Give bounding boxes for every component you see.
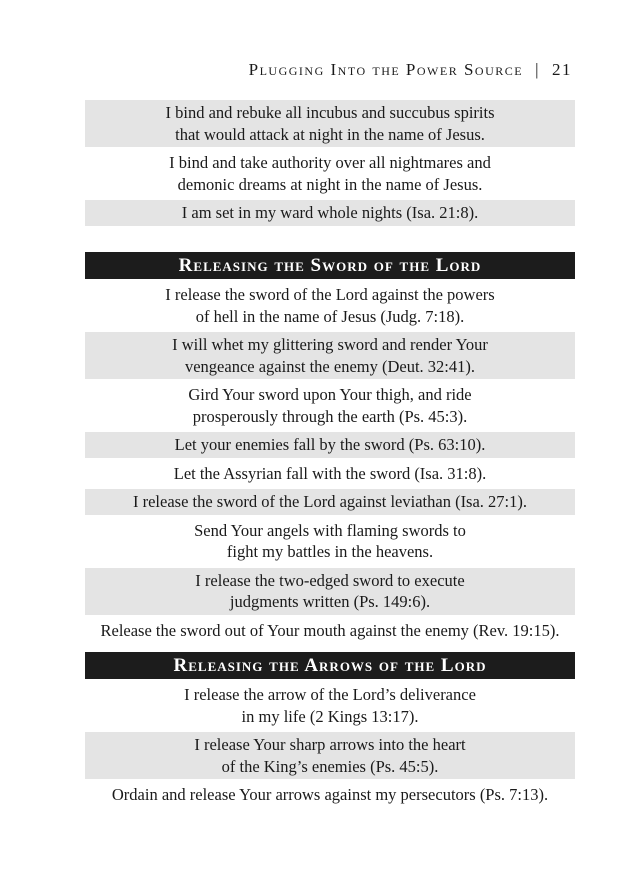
prayer-line: I am set in my ward whole nights (Isa. 21:8). bbox=[85, 200, 575, 226]
header-title: Plugging Into the Power Source bbox=[248, 60, 524, 79]
prayer-line: Let the Assyrian fall with the sword (Isa. 31:8). bbox=[173, 463, 487, 483]
prayer-line: I release Your sharp arrows into the heart of the King’s enemies (Ps. 45:5). bbox=[85, 732, 575, 779]
prayer-line: I release the two-edged sword to execute judgments written (Ps. 149:6). bbox=[85, 568, 575, 615]
section-night-prayers bbox=[85, 100, 575, 226]
prayer-line: Gird Your sword upon Your thigh, and ride prosperously through the earth (Ps. 45:3). bbox=[188, 385, 472, 426]
prayer-line: Release the sword out of Your mouth against the enemy (Rev. 19:15). bbox=[100, 620, 560, 640]
section-heading: Releasing the Arrows of the Lord bbox=[85, 652, 575, 679]
prayer-line: I bind and rebuke all incubus and succubus spirits that would attack at night in the name of Jesus. bbox=[85, 100, 575, 147]
prayer-line: I bind and take authority over all nightmares and demonic dreams at night in the name of Jesus. bbox=[169, 153, 491, 194]
prayer-line: I will whet my glittering sword and render Your vengeance against the enemy (Deut. 32:41). bbox=[85, 332, 575, 379]
section-heading: Releasing the Sword of the Lord bbox=[85, 252, 575, 279]
prayer-line: I release the sword of the Lord against leviathan (Isa. 27:1). bbox=[85, 489, 575, 515]
section-arrows bbox=[85, 652, 575, 808]
prayer-line: I release the arrow of the Lord’s deliverance in my life (2 Kings 13:17). bbox=[184, 685, 476, 726]
page-number: 21 bbox=[552, 60, 572, 79]
prayer-line: Ordain and release Your arrows against my persecutors (Ps. 7:13). bbox=[111, 785, 549, 804]
running-header bbox=[249, 60, 572, 80]
prayer-line: I release the sword of the Lord against the powers of hell in the name of Jesus (Judg. 7:18). bbox=[165, 285, 495, 326]
header-separator: | bbox=[535, 60, 540, 79]
section-sword bbox=[85, 252, 575, 643]
prayer-line: Let your enemies fall by the sword (Ps. 63:10). bbox=[85, 432, 575, 458]
prayer-line: Send Your angels with flaming swords to fight my battles in the heavens. bbox=[194, 520, 466, 561]
